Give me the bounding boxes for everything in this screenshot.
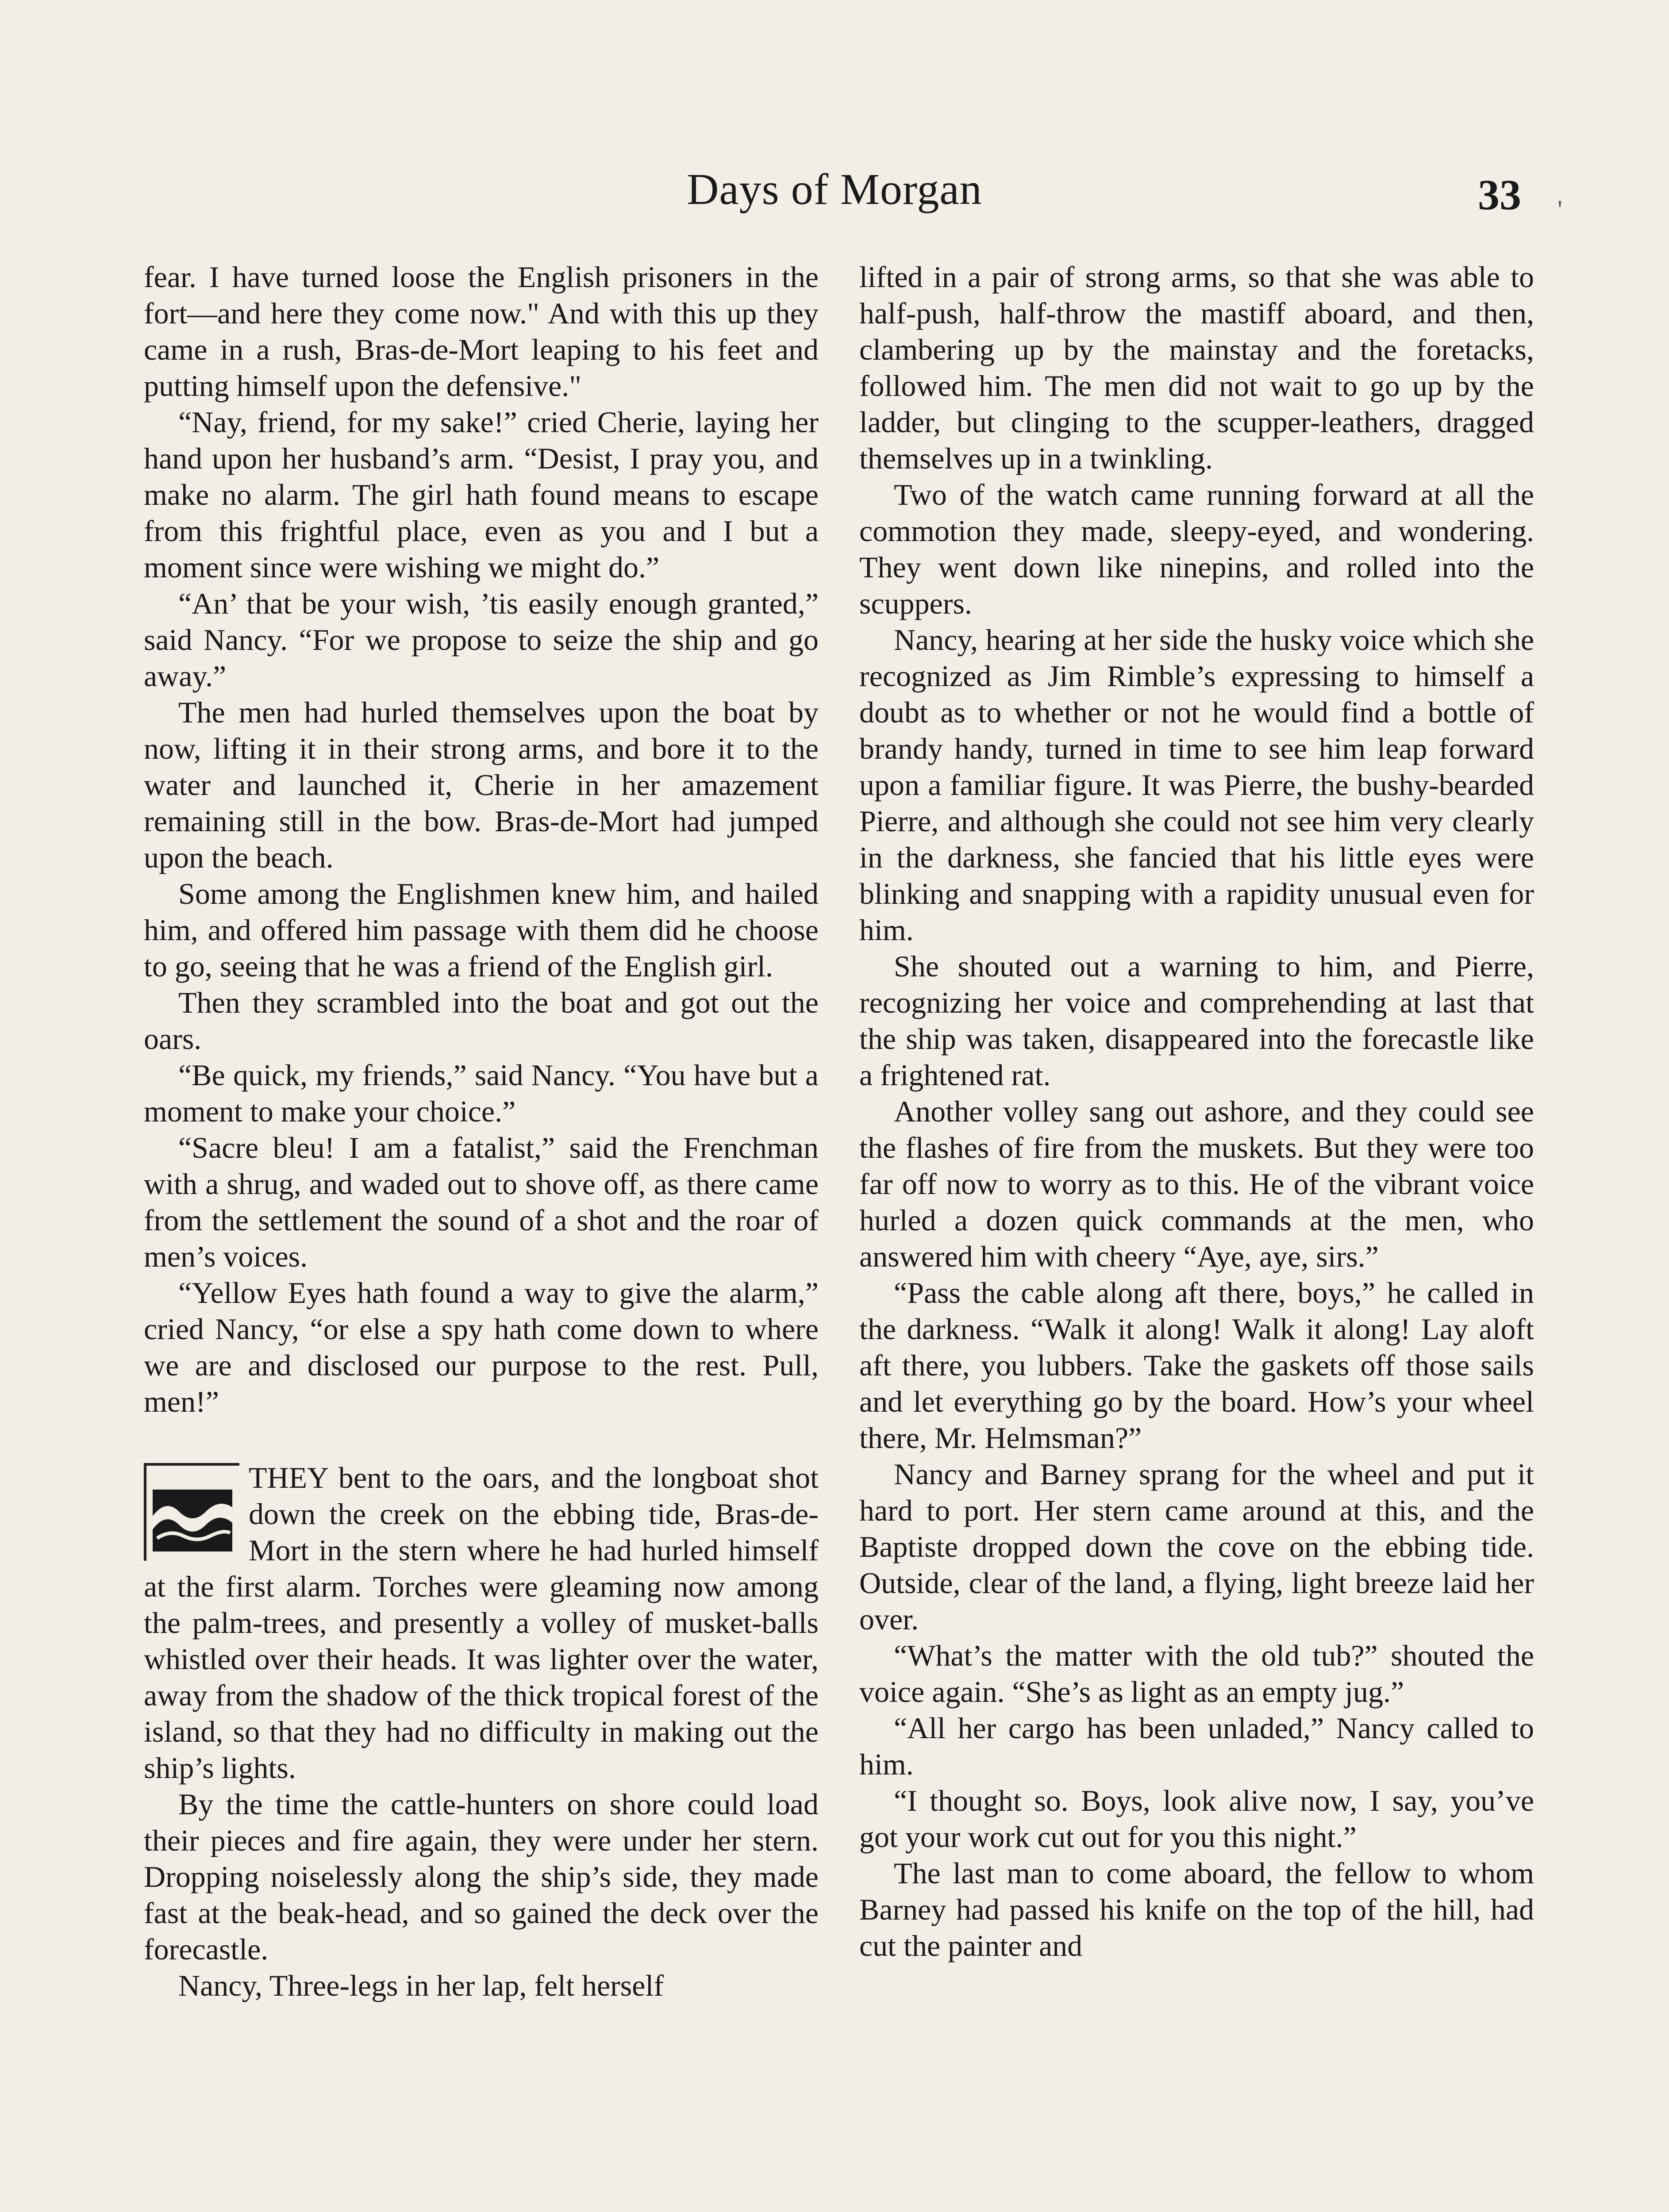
paragraph: Two of the watch came running forward at all the commotion they made, sleepy-eyed, and wondering. They went down like ninepins, and rolled into the scuppers. xyxy=(859,478,1534,620)
paragraph: “Sacre bleu! I am a fatalist,” said the Frenchman with a shrug, and waded out to shove off, as there came from the settlement the sound of a shot and the roar of men’s voices. xyxy=(144,1131,819,1273)
section-paragraph xyxy=(144,1459,819,1786)
right-column xyxy=(859,259,1534,1964)
paragraph: Some among the Englishmen knew him, and hailed him, and offered him passage with them did he choose to go, seeing that he was a friend of the English girl. xyxy=(144,877,819,983)
paragraph: Nancy, hearing at her side the husky voice which she recognized as Jim Rimble’s expressing to himself a doubt as to whether or not he would find a bottle of brandy handy, turned in time to see him leap forward upon a familiar figure. It was Pierre, the bushy-bearded Pierre, and although she could not see him very clearly in the darkness, she fancied that his little eyes were blinking and snapping with a rapidity unusual even for him. xyxy=(859,623,1534,947)
paragraph: She shouted out a warning to him, and Pierre, recognizing her voice and comprehending at last that the ship was taken, disappeared into the forecastle like a frightened rat. xyxy=(859,949,1534,1092)
paragraph: The last man to come aboard, the fellow to whom Barney had passed his knife on the top of the hill, had cut the painter and xyxy=(859,1856,1534,1962)
wave-ornament-icon xyxy=(144,1463,239,1561)
paragraph: “An’ that be your wish, ’tis easily enough granted,” said Nancy. “For we propose to seize the ship and go away.” xyxy=(144,587,819,693)
margin-mark: ' xyxy=(1557,195,1562,224)
page-number: 33 xyxy=(1478,171,1521,219)
paragraph: “Be quick, my friends,” said Nancy. “You have but a moment to make your choice.” xyxy=(144,1058,819,1128)
paragraph: Another volley sang out ashore, and they could see the flashes of fire from the muskets. But they were too far off now to worry as to this. He of the vibrant voice hurled a dozen quick commands at the men, who answered him with cheery “Aye, aye, sirs.” xyxy=(859,1094,1534,1273)
paragraph: lifted in a pair of strong arms, so that she was able to half-push, half-throw the mastiff aboard, and then, clambering up by the mainstay and the foretacks, followed him. The men did not wait to go up by the ladder, but clinging to the scupper-leathers, dragged themselves up in a twinkling. xyxy=(859,260,1534,475)
paragraph: “Pass the cable along aft there, boys,” he called in the darkness. “Walk it along! Walk it along! Lay aloft aft there, you lubbers. Take the gaskets off those sails and let everything go by the board. How’s your wheel there, Mr. Helmsman?” xyxy=(859,1276,1534,1455)
paragraph: “I thought so. Boys, look alive now, I say, you’ve got your work cut out for you this night.” xyxy=(859,1784,1534,1854)
paragraph: fear. I have turned loose the English prisoners in the fort—and here they come now." And with this up they came in a rush, Bras-de-Mort leaping to his feet and putting himself upon the defensive." xyxy=(144,260,819,403)
paragraph: By the time the cattle-hunters on shore could load their pieces and fire again, they were under her stern. Dropping noiselessly along the ship’s side, they made fast at the beak-head, and so gained the deck over the forecastle. xyxy=(144,1787,819,1966)
paragraph: “What’s the matter with the old tub?” shouted the voice again. “She’s as light as an empty jug.” xyxy=(859,1639,1534,1709)
paragraph: “All her cargo has been unladed,” Nancy called to him. xyxy=(859,1711,1534,1781)
paragraph: The men had hurled themselves upon the boat by now, lifting it in their strong arms, and bore it to the water and launched it, Cherie in her amazement remaining still in the bow. Bras-de-Mort had jumped upon the beach. xyxy=(144,695,819,874)
paragraph: “Nay, friend, for my sake!” cried Cherie, laying her hand upon her husband’s arm. “Desist, I pray you, and make no alarm. The girl hath found means to escape from this frightful place, even as you and I but a moment since were wishing we might do.” xyxy=(144,405,819,584)
paragraph: Nancy and Barney sprang for the wheel and put it hard to port. Her stern came around at this, and the Baptiste dropped down the cove on the ebbing tide. Outside, clear of the land, a flying, light breeze laid her over. xyxy=(859,1457,1534,1636)
paragraph: Then they scrambled into the boat and got out the oars. xyxy=(144,986,819,1056)
paragraph: Nancy, Three-legs in her lap, felt herself xyxy=(178,1969,664,2002)
paragraph: “Yellow Eyes hath found a way to give the alarm,” cried Nancy, “or else a spy hath come down to where we are and disclosed our purpose to the rest. Pull, men!” xyxy=(144,1276,819,1418)
left-column xyxy=(144,259,819,2004)
section-text: THEY bent to the oars, and the longboat shot down the creek on the ebbing tide, Bras-de-Mort in the stern where he had hurled himself at the first alarm. Torches were gleaming now among the palm-trees, and presently a volley of musket-balls whistled over their heads. It was lighter over the water, away from the shadow of the thick tropical forest of the island, so that they had no difficulty in making out the ship’s lights. xyxy=(144,1461,819,1785)
running-head: Days of Morgan xyxy=(687,165,982,214)
